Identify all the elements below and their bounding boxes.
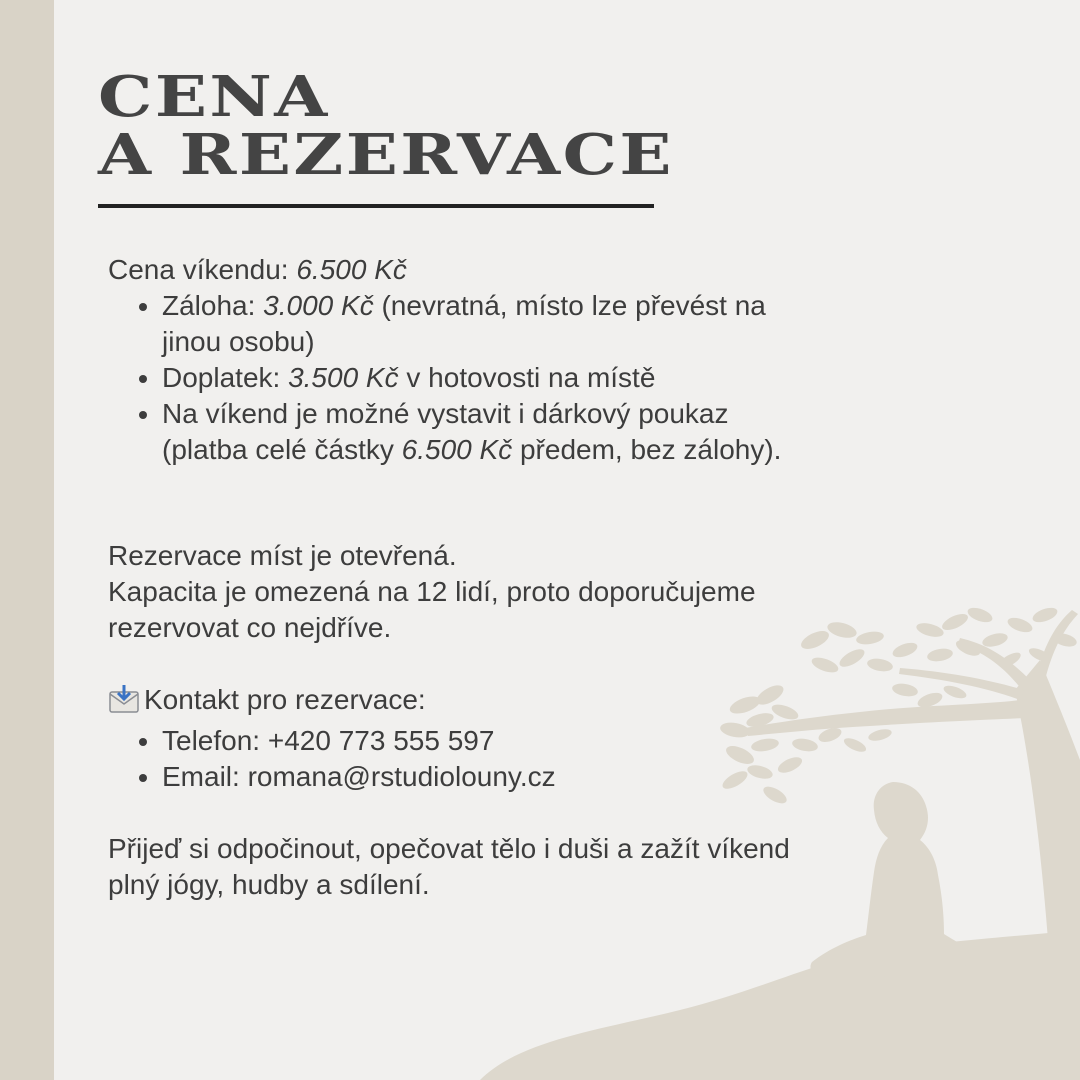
- price-line: [108, 252, 808, 288]
- list-item-voucher: [162, 396, 808, 468]
- deposit-suffix: (nevratná, místo lze převést na jinou osobu): [162, 290, 766, 357]
- balance-suffix: v hotovosti na místě: [398, 362, 656, 393]
- contact-email[interactable]: • Email: romana@rstudiolouny.cz: [162, 759, 808, 795]
- reservation-open-text: Rezervace míst je otevřená.: [108, 540, 457, 571]
- list-item-deposit: [162, 288, 808, 360]
- title-line-1: CENA: [98, 64, 330, 130]
- voucher-prefix: Na víkend je možné vystavit i dárkový poukaz (platba celé částky: [162, 398, 729, 465]
- price-list: [108, 288, 808, 468]
- envelope-arrow-icon: [108, 684, 140, 723]
- reservation-capacity-text: Kapacita je omezená na 12 lidí, proto doporučujeme rezervovat co nejdříve.: [108, 576, 756, 643]
- deposit-amount: 3.000 Kč: [263, 290, 374, 321]
- price-label: Cena víkendu:: [108, 254, 297, 285]
- balance-prefix: Doplatek:: [162, 362, 289, 393]
- contact-label: Kontakt pro rezervace:: [144, 684, 426, 715]
- balance-amount: 3.500 Kč: [288, 362, 399, 393]
- deposit-prefix: Záloha:: [162, 290, 264, 321]
- content-body: [108, 252, 808, 903]
- contact-phone[interactable]: • Telefon: +420 773 555 597: [162, 723, 808, 759]
- list-item-balance: [162, 360, 808, 396]
- title-line-2: A REZERVACE: [98, 122, 674, 188]
- contact-list: [108, 723, 808, 795]
- price-amount: 6.500 Kč: [296, 254, 407, 285]
- closing-text: Přijeď si odpočinout, opečovat tělo i duši a zažít víkend plný jógy, hudby a sdílení.: [108, 833, 790, 900]
- voucher-amount: 6.500 Kč: [401, 434, 513, 465]
- page-title: [98, 64, 674, 188]
- contact-heading: [108, 682, 808, 723]
- voucher-suffix: předem, bez zálohy).: [512, 434, 782, 465]
- title-underline: [98, 204, 654, 208]
